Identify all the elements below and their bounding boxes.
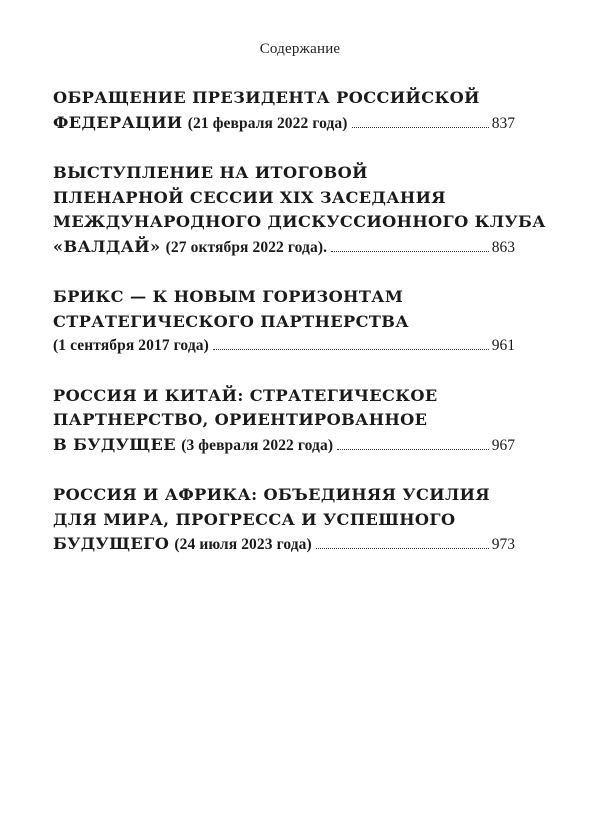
page-number: 973: [491, 536, 515, 553]
entry-title-line: «ВАЛДАЙ»: [53, 236, 161, 256]
entry-title-line: ФЕДЕРАЦИИ: [53, 112, 183, 132]
toc-entry[interactable]: [53, 285, 515, 359]
entry-date: (3 февраля 2022 года): [181, 436, 334, 454]
running-title: Содержание: [259, 41, 341, 57]
entry-last-line: [53, 111, 515, 137]
dot-leader: [213, 349, 489, 350]
page-number: 837: [491, 114, 515, 132]
entry-date: (24 июля 2023 года): [174, 536, 312, 553]
dot-leader: [352, 127, 489, 128]
entry-last-line: [53, 334, 515, 359]
entry-title-line: БУДУЩЕГО: [53, 534, 170, 553]
entry-title-line: МЕЖДУНАРОДНОГО ДИСКУССИОННОГО КЛУБА: [53, 212, 546, 231]
dot-leader: [337, 449, 489, 450]
toc-entry[interactable]: [53, 86, 515, 136]
entry-date: (1 сентября 2017 года): [53, 337, 209, 354]
page-number: 961: [491, 337, 515, 354]
entry-title-line: В БУДУЩЕЕ: [53, 434, 177, 454]
dot-leader: [331, 251, 489, 252]
entry-title-line: ПЛЕНАРНОЙ СЕССИИ XIX ЗАСЕДАНИЯ: [53, 187, 446, 207]
entry-title-line: ДЛЯ МИРА, ПРОГРЕССА И УСПЕШНОГО: [53, 509, 456, 529]
table-of-contents: [53, 86, 546, 583]
entry-title-line: РОССИЯ И АФРИКА: ОБЪЕДИНЯЯ УСИЛИЯ: [53, 485, 491, 504]
entry-date: (21 февраля 2022 года): [187, 114, 348, 132]
entry-title-line: ВЫСТУПЛЕНИЕ НА ИТОГОВОЙ: [53, 163, 368, 182]
toc-entry[interactable]: [53, 384, 515, 459]
entry-last-line: [53, 235, 515, 261]
entry-title-line: ПАРТНЕРСТВО, ОРИЕНТИРОВАННОЕ: [53, 410, 428, 429]
entry-title-line: БРИКС — К НОВЫМ ГОРИЗОНТАМ: [53, 287, 404, 306]
entry-title-line: ОБРАЩЕНИЕ ПРЕЗИДЕНТА РОССИЙСКОЙ: [53, 88, 480, 107]
page-number: 967: [491, 436, 515, 454]
entry-last-line: [53, 433, 515, 459]
dot-leader: [316, 548, 489, 549]
entry-title-line: СТРАТЕГИЧЕСКОГО ПАРТНЕРСТВА: [53, 311, 409, 331]
toc-entry[interactable]: [53, 483, 515, 558]
entry-last-line: [53, 532, 515, 558]
entry-title-line: РОССИЯ И КИТАЙ: СТРАТЕГИЧЕСКОЕ: [53, 385, 438, 405]
entry-date: (27 октября 2022 года).: [165, 238, 328, 256]
page-number: 863: [491, 238, 515, 256]
toc-entry[interactable]: [53, 161, 546, 260]
